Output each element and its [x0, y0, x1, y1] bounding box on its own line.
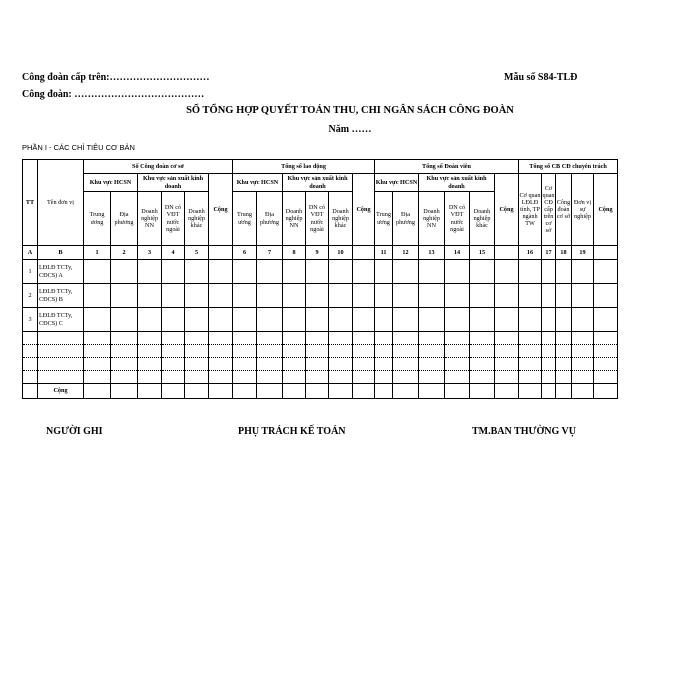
form-code: Mẫu số S84-TLĐ [504, 72, 578, 83]
col-public-unit: Đơn vị sự nghiệp [572, 174, 594, 246]
column-index-cell: 10 [329, 246, 353, 260]
blank-row [23, 371, 618, 384]
section-heading: PHẦN I - CÁC CHỈ TIÊU CƠ BẢN [22, 143, 135, 152]
column-index-cell: 8 [283, 246, 306, 260]
col-local: Địa phương [111, 192, 138, 246]
document-title: SỔ TỔNG HỢP QUYẾT TOÁN THU, CHI NGÂN SÁCH CÔNG ĐOÀN [186, 105, 514, 116]
col-unit-name: Tên đơn vị [38, 160, 84, 246]
blank-row [23, 332, 618, 345]
column-index-cell: 2 [111, 246, 138, 260]
group-member-total: Tổng số Đoàn viên [375, 160, 519, 174]
column-index-cell: 11 [375, 246, 393, 260]
col-state-enterprise: Doanh nghiệp NN [419, 192, 445, 246]
sector-hcsn: Khu vực HCSN [375, 174, 419, 192]
column-index-cell [594, 246, 618, 260]
total-row [23, 384, 618, 399]
column-index-cell: 17 [542, 246, 556, 260]
column-index-cell: 13 [419, 246, 445, 260]
col-total: Cộng [353, 174, 375, 246]
signature-preparer: NGƯỜI GHI [46, 426, 103, 437]
col-tt: TT [23, 160, 38, 246]
column-index-cell: 16 [519, 246, 542, 260]
row-unit-name: LĐLĐ TCTy, CĐCS) C [38, 308, 84, 332]
column-index-cell: 15 [470, 246, 495, 260]
signature-accountant: PHỤ TRÁCH KẾ TOÁN [238, 426, 346, 437]
col-foreign-enterprise: DN có VĐT nước ngoài [306, 192, 329, 246]
row-unit-name: LĐLĐ TCTy, CĐCS) B [38, 284, 84, 308]
total-label: Cộng [38, 384, 84, 399]
column-index-cell: 9 [306, 246, 329, 260]
column-index-cell: 3 [138, 246, 162, 260]
column-index-cell [353, 246, 375, 260]
group-staff-total: Tổng số CB CĐ chuyên trách [519, 160, 618, 174]
column-index-cell: 4 [162, 246, 185, 260]
col-base-union: Công đoàn cơ sở [556, 174, 572, 246]
column-index-cell: 1 [84, 246, 111, 260]
column-index-cell: 19 [572, 246, 594, 260]
col-foreign-enterprise: DN có VĐT nước ngoài [445, 192, 470, 246]
table-row [23, 308, 618, 332]
sector-sxkd: Khu vực sản xuất kinh doanh [419, 174, 495, 192]
column-index-cell: 14 [445, 246, 470, 260]
col-total: Cộng [594, 174, 618, 246]
col-central: Trung ương [84, 192, 111, 246]
group-labor-total: Tổng số lao động [233, 160, 375, 174]
col-upper-union: Cơ quan CĐ cấp trên cơ sở [542, 174, 556, 246]
col-state-enterprise: Doanh nghiệp NN [283, 192, 306, 246]
column-index-cell: 6 [233, 246, 257, 260]
row-number: 3 [23, 308, 38, 332]
sector-hcsn: Khu vực HCSN [84, 174, 138, 192]
summary-table [22, 159, 618, 399]
table-row [23, 260, 618, 284]
col-other-enterprise: Doanh nghiệp khác [185, 192, 209, 246]
row-number: 1 [23, 260, 38, 284]
union-field: Công đoàn: ………………………………… [22, 89, 205, 100]
index-row [23, 246, 618, 260]
column-index-cell: 12 [393, 246, 419, 260]
sector-hcsn: Khu vực HCSN [233, 174, 283, 192]
row-unit-name: LĐLĐ TCTy, CĐCS) A [38, 260, 84, 284]
col-local: Địa phương [393, 192, 419, 246]
col-ldld: Cơ quan LĐLĐ tỉnh, TP ngành TW [519, 174, 542, 246]
column-index-cell: A [23, 246, 38, 260]
col-state-enterprise: Doanh nghiệp NN [138, 192, 162, 246]
blank-row [23, 345, 618, 358]
signature-standing-committee: TM.BAN THƯỜNG VỤ [472, 426, 576, 437]
header-row-groups [23, 160, 618, 174]
col-total: Cộng [495, 174, 519, 246]
column-index-cell: 18 [556, 246, 572, 260]
col-central: Trung ương [233, 192, 257, 246]
column-index-cell: 7 [257, 246, 283, 260]
table-row [23, 284, 618, 308]
col-foreign-enterprise: DN có VĐT nước ngoài [162, 192, 185, 246]
upper-union-field: Công đoàn cấp trên:………………………… [22, 72, 210, 83]
sector-sxkd: Khu vực sản xuất kinh doanh [283, 174, 353, 192]
col-other-enterprise: Doanh nghiệp khác [470, 192, 495, 246]
column-index-cell [495, 246, 519, 260]
group-union-count: Số Công đoàn cơ sở [84, 160, 233, 174]
col-central: Trung ương [375, 192, 393, 246]
blank-row [23, 358, 618, 371]
column-index-cell [209, 246, 233, 260]
sector-sxkd: Khu vực sản xuất kinh doanh [138, 174, 209, 192]
row-number: 2 [23, 284, 38, 308]
column-index-cell: B [38, 246, 84, 260]
year-line: Năm …… [328, 124, 372, 135]
col-other-enterprise: Doanh nghiệp khác [329, 192, 353, 246]
column-index-cell: 5 [185, 246, 209, 260]
header-row-sectors [23, 174, 618, 192]
col-local: Địa phương [257, 192, 283, 246]
col-total: Cộng [209, 174, 233, 246]
